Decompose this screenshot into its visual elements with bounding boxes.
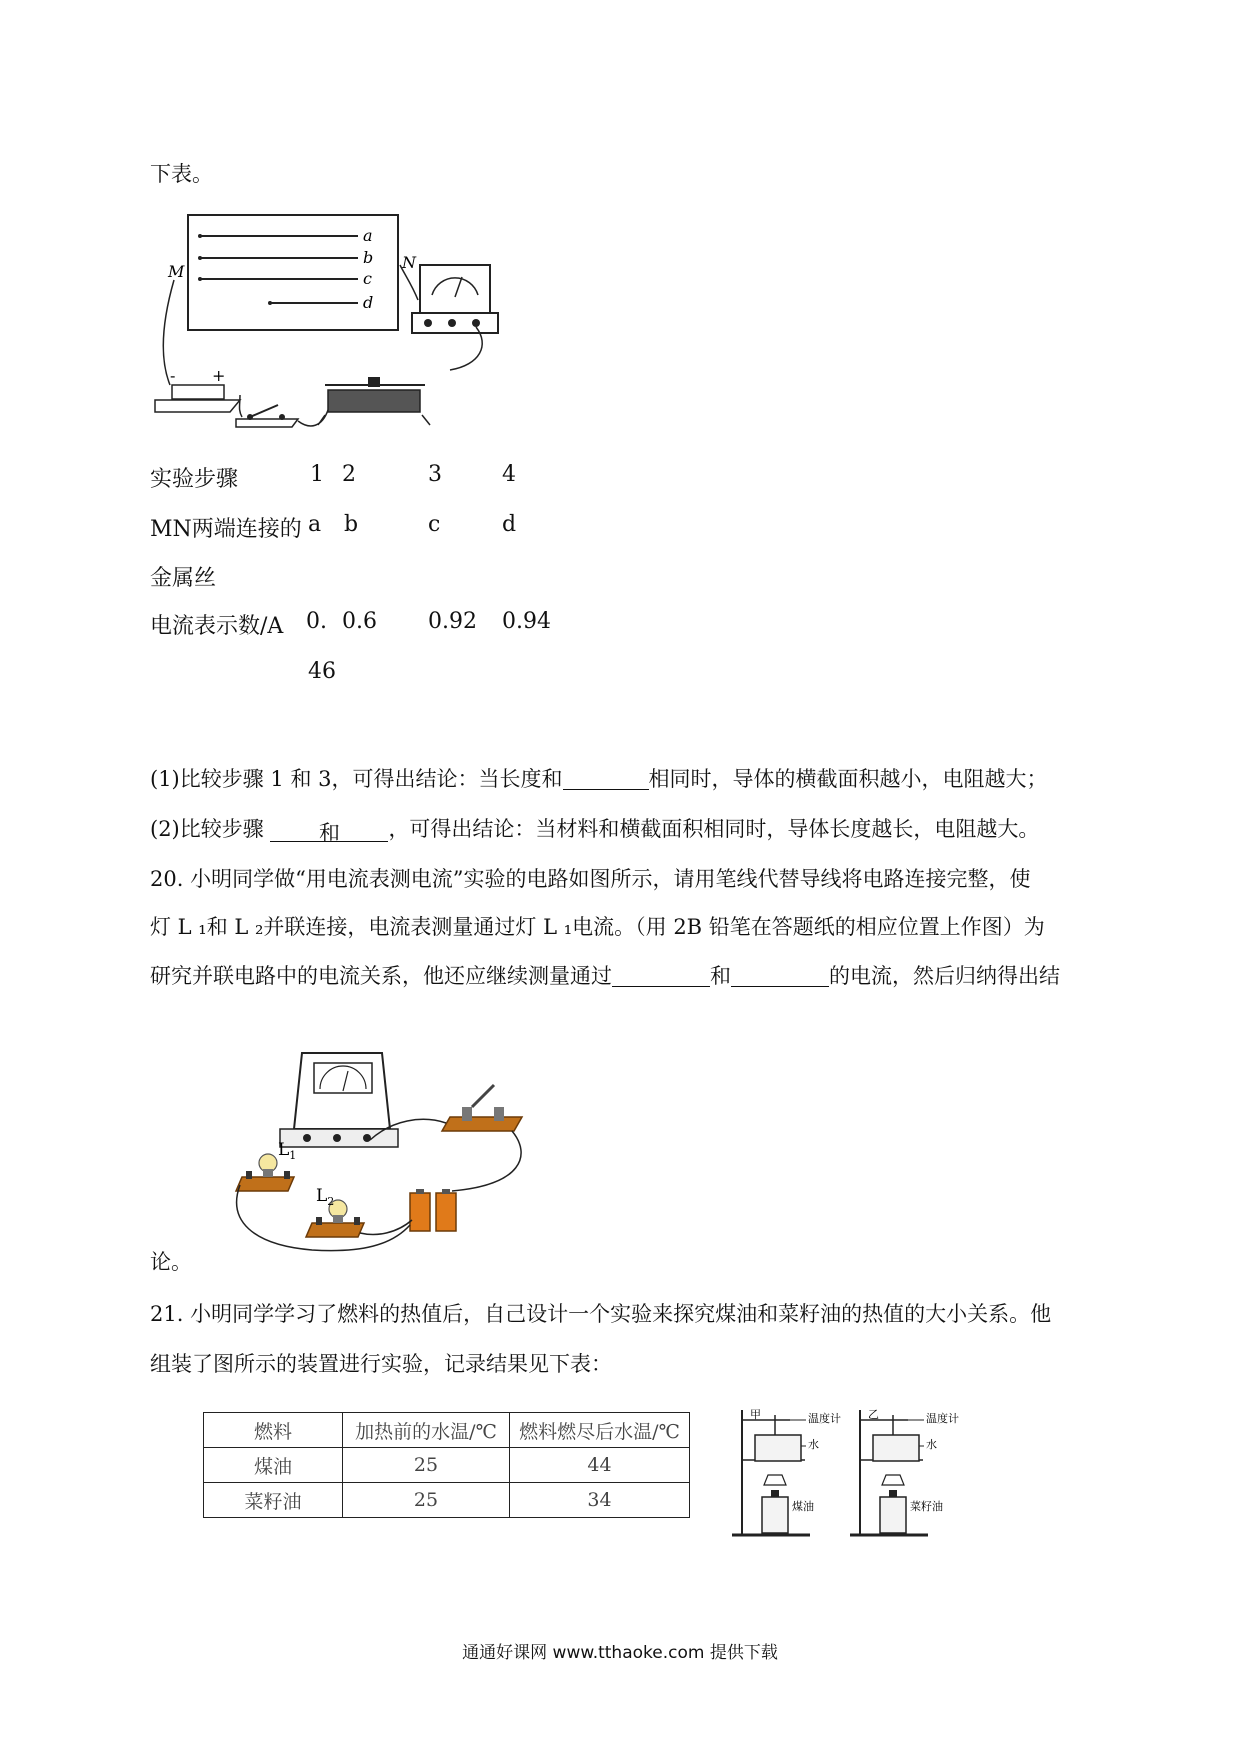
q19-blank-1[interactable] bbox=[563, 767, 649, 790]
battery-icon bbox=[410, 1189, 456, 1231]
steps-val-1: 1 bbox=[310, 462, 324, 487]
table-header: 加热前的水温/℃ bbox=[343, 1413, 510, 1448]
lamp-l1-label: $L_1$ bbox=[278, 1140, 297, 1162]
q20-line1: 20. 小明同学做“用电流表测电流”实验的电路如图所示，请用笔线代替导线将电路连接完整，使 bbox=[150, 867, 1031, 891]
wire-label-b: b bbox=[363, 248, 374, 267]
switch-icon bbox=[236, 405, 298, 427]
steps-val-3: 3 bbox=[428, 462, 442, 487]
table-cell: 44 bbox=[510, 1448, 690, 1483]
battery-icon bbox=[155, 366, 240, 412]
steps-row3-label: 电流表示数/A bbox=[150, 614, 284, 639]
fuel-table bbox=[203, 1412, 690, 1518]
wire-label-c: c bbox=[363, 269, 372, 288]
q19-blank-2[interactable]: 和 bbox=[270, 819, 388, 842]
rheostat-icon bbox=[318, 377, 430, 425]
terminal-label-n: N bbox=[402, 253, 416, 272]
table-cell: 25 bbox=[343, 1483, 510, 1518]
table-cell: 煤油 bbox=[204, 1448, 343, 1483]
apparatus-left-fuel: 煤油 bbox=[792, 1500, 814, 1513]
wire-label-a: a bbox=[363, 226, 373, 245]
switch-icon bbox=[442, 1085, 522, 1131]
steps-wire-d: d bbox=[502, 512, 517, 537]
steps-val-2: 2 bbox=[342, 462, 356, 487]
table-cell: 菜籽油 bbox=[204, 1483, 343, 1518]
wire-label-d: d bbox=[363, 293, 374, 312]
apparatus-left-tag: 甲 bbox=[750, 1408, 761, 1421]
terminal-label-m: M bbox=[168, 262, 185, 281]
table-header: 燃料 bbox=[204, 1413, 343, 1448]
battery-plus: + bbox=[212, 366, 226, 385]
steps-current-4: 0.94 bbox=[502, 609, 551, 634]
apparatus-right bbox=[850, 1408, 959, 1535]
page-footer: 通通好课网 www.tthaoke.com 提供下载 bbox=[462, 1643, 778, 1663]
apparatus-left bbox=[732, 1408, 841, 1535]
q20-line2: 灯 L ₁和 L ₂并联连接，电流表测量通过灯 L ₁电流。（用 2B 铅笔在答题纸的相应位置上作图）为 bbox=[150, 915, 1045, 939]
lamp-l2-icon bbox=[306, 1200, 364, 1237]
steps-row2-label: MN两端连接的 bbox=[150, 517, 302, 542]
steps-row1-label: 实验步骤 bbox=[150, 467, 239, 492]
apparatus-right-thermometer: 温度计 bbox=[926, 1412, 959, 1425]
table-header-row bbox=[204, 1413, 690, 1448]
steps-wire-b: b bbox=[344, 512, 359, 537]
battery-minus: - bbox=[170, 366, 176, 385]
table-row bbox=[204, 1448, 690, 1483]
q20-blank-2[interactable] bbox=[731, 964, 829, 987]
q20-blank-1[interactable] bbox=[612, 964, 710, 987]
q19-part1: (1)比较步骤 1 和 3，可得出结论：当长度和 相同时，导体的横截面积越小，电阻越大； bbox=[150, 767, 1048, 791]
steps-current-2: 0.6 bbox=[342, 609, 377, 634]
parallel-circuit-figure bbox=[232, 1045, 552, 1255]
apparatus-right-tag: 乙 bbox=[868, 1408, 879, 1421]
steps-current-3: 0.92 bbox=[428, 609, 477, 634]
table-cell: 34 bbox=[510, 1483, 690, 1518]
steps-wire-a: a bbox=[308, 512, 322, 537]
q21-line1: 21. 小明同学学习了燃料的热值后，自己设计一个实验来探究煤油和菜籽油的热值的大小关系。他 bbox=[150, 1302, 1052, 1326]
heating-apparatus-figure bbox=[730, 1400, 970, 1550]
ammeter-icon bbox=[412, 265, 498, 333]
apparatus-left-water: 水 bbox=[808, 1438, 819, 1451]
steps-wire-c: c bbox=[428, 512, 441, 537]
q20-line4: 论。 bbox=[150, 1250, 192, 1274]
q21-line2: 组装了图所示的装置进行实验，记录结果见下表： bbox=[150, 1352, 612, 1376]
steps-current-1b: 46 bbox=[308, 659, 336, 684]
lamp-l2-label: $L_2$ bbox=[316, 1186, 335, 1208]
apparatus-right-water: 水 bbox=[926, 1438, 937, 1451]
table-cell: 25 bbox=[343, 1448, 510, 1483]
q20-line3: 研究并联电路中的电流关系，他还应继续测量通过 和 的电流，然后归纳得出结 bbox=[150, 964, 1060, 988]
table-header: 燃料燃尽后水温/℃ bbox=[510, 1413, 690, 1448]
resistance-circuit-figure bbox=[150, 205, 540, 430]
q19-part2: (2)比较步骤 和 ，可得出结论：当材料和横截面积相同时，导体长度越长，电阻越大。 bbox=[150, 817, 1040, 845]
steps-row2-label-cont: 金属丝 bbox=[150, 566, 217, 591]
apparatus-left-thermometer: 温度计 bbox=[808, 1412, 841, 1425]
steps-val-4: 4 bbox=[502, 462, 516, 487]
steps-current-1a: 0. bbox=[306, 609, 327, 634]
apparatus-right-fuel: 菜籽油 bbox=[910, 1500, 943, 1513]
table-row bbox=[204, 1483, 690, 1518]
intro-text: 下表。 bbox=[150, 162, 213, 186]
